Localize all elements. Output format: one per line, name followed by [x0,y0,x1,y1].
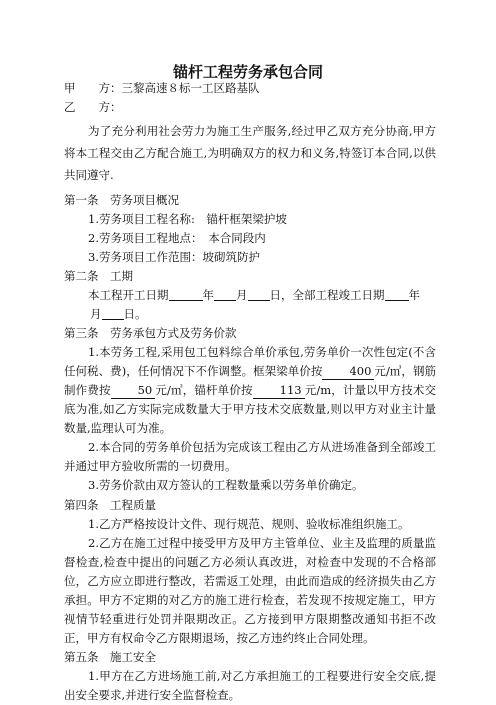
party-a-value: 三黎高速８标一工区路基队 [121,81,260,95]
article-5 [64,648,436,705]
finish-year-blank [385,286,409,301]
party-b-label: 乙 方： [64,100,122,114]
article-2 [64,267,436,324]
article-5-p1: 1.甲方在乙方进场施工前,对乙方承担施工的工程要进行安全交底,提出安全要求,并进行安全监督检查。 [64,669,436,702]
article-3-p3: 3.劳务价款由双方签认的工程数量乘以劳务单价确定。 [88,478,364,492]
start-month-blank [214,286,236,301]
article-1-item-3: 3.劳务项目工作范围：坡砌筑防护 [88,250,260,264]
start-month-unit: 月 [236,288,248,302]
article-4-p2: 2.乙方在施工过程中接受甲方及甲方主管单位、业主及监理的质量监督检查,检查中提出的问题乙方必须认真改进，对检查中发现的不合格部位，乙方应立即进行整改，若需返工处理，由此而造成的经济损失由乙方承担。甲方不定期的对乙方的施工进行检查，若发现不按规定施工，甲方视情节轻重进行处罚并限期改正。乙方接到甲方限期整改通知书拒不改正，甲方有权命令乙方限期退场，按乙方违约终止合同处理。 [64,536,436,645]
finish-month-unit: 月 [90,307,102,321]
preamble-block [64,120,436,186]
finish-date-label: 日，全部工程竣工日期 [269,288,385,302]
article-3 [64,324,436,495]
article-1-item-2: 2.劳务项目工程地点： 本合同段内 [88,231,266,245]
article-1 [64,191,436,267]
article-1-item-1: 1.劳务项目工程名称: 锚杆框架梁护坡 [88,212,287,226]
beam-unit-price: 400 [322,364,374,380]
finish-day-blank [102,305,124,320]
party-b-line [64,98,436,117]
start-year-unit: 年 [202,288,214,302]
schedule-line [64,286,436,305]
article-3-heading: 第三条 劳务承包方式及劳务价款 [64,326,237,340]
start-date-label: 本工程开工日期 [88,288,169,302]
finish-year-unit: 年 [408,288,420,302]
article-3-p2: 2.本合同的劳务单价包括为完成该工程由乙方从进场准备到全部竣工并通过甲方验收所需的一切费用。 [64,440,436,473]
finish-day-unit: 日。 [123,307,147,321]
rebar-unit-price: 50 [111,383,156,399]
article-4 [64,496,436,648]
preamble-text: 为了充分利用社会劳力为施工生产服务,经过甲乙双方充分协商,甲方将本工程交由乙方配合施工,为明确双方的权力和义务,特签订本合同,以供共同遵守. [64,124,436,182]
article-2-heading: 第二条 工期 [64,269,133,283]
article-1-heading: 第一条 劳务项目概况 [64,193,179,207]
parties-block [64,79,436,117]
article-4-heading: 第四条 工程质量 [64,498,156,512]
party-a-label: 甲 方： [64,81,122,95]
party-a-line [64,79,436,98]
article-5-heading: 第五条 施工安全 [64,650,156,664]
anchor-unit-price: 113 [253,383,305,399]
start-year-blank [169,286,203,301]
article-3-p1: 1.本劳务工程,采用包工包料综合单价承包,劳务单价一次性包定(不含任何税、费)，任何情况下不作调整。框架梁单价按 400 元/㎥，钢筋制作费按 50 元/㎥，锚杆单价按 113 元/m，计量以甲方技术交底为准,如乙方实际完成数量大于甲方技术交底数量,则以甲方对业主计量数量,监理认可为准。 [64,345,437,435]
contract-title: 锚杆工程劳务承包合同 [172,63,323,81]
schedule-line-2 [64,305,436,324]
start-day-blank [248,286,270,301]
article-4-p1: 1.乙方严格按设计文件、现行规范、规则、验收标准组织施工。 [88,517,410,531]
